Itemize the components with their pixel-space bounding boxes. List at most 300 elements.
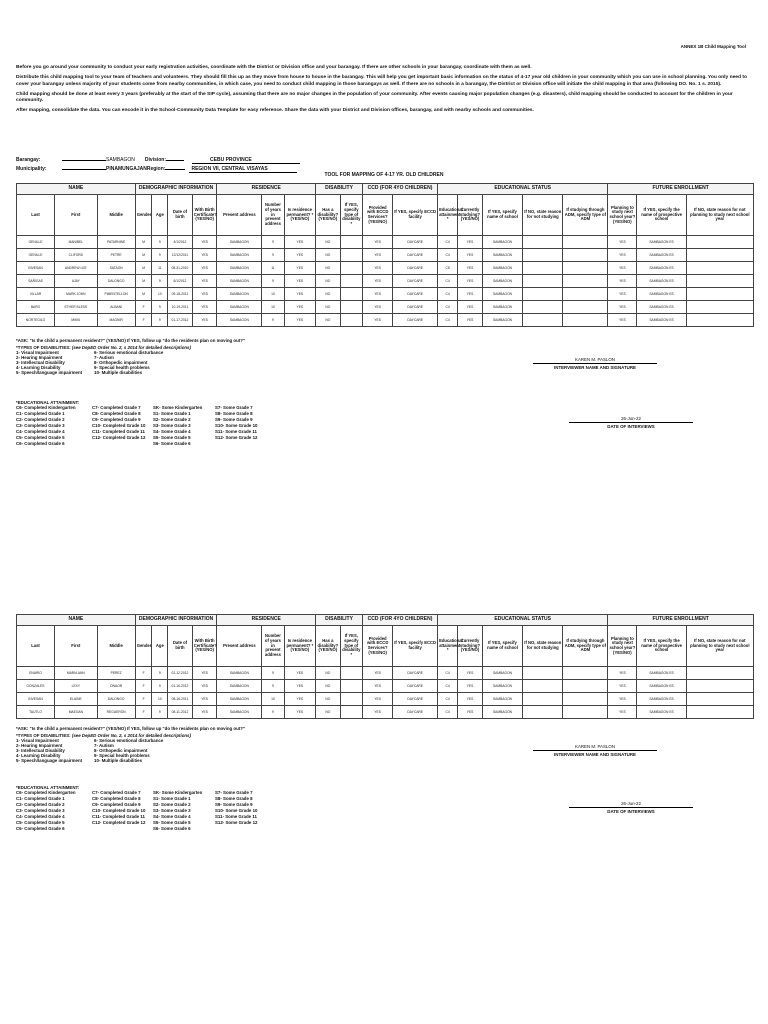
cell-last: INVESAN (17, 693, 55, 706)
table-row (17, 314, 754, 327)
cell-not-studying (523, 249, 563, 262)
cell-has-disability: NO (316, 706, 341, 719)
cell-no-reason (686, 301, 753, 314)
column-header-birth-cert: With Birth Certificate? (YES/NO) (192, 195, 217, 236)
cell-last: GENILLE (17, 249, 55, 262)
attainment-item: C11- Completed Grade 11 (92, 814, 145, 819)
cell-age: 9 (152, 706, 168, 719)
cell-address: SAMBAGON (217, 667, 262, 680)
attainment-item: C3- Completed Grade 3 (16, 423, 65, 428)
column-header-school-name: If YES, specify name of school (482, 626, 522, 667)
cell-studying: YES (458, 301, 483, 314)
attainment-item: C5- Completed Grade 5 (16, 435, 65, 440)
attainment-item: C8- Completed Grade 8 (92, 411, 141, 416)
cell-attainment: C5 (438, 262, 458, 275)
cell-studying: YES (458, 249, 483, 262)
cell-gender: F (135, 706, 152, 719)
group-name: NAME (17, 184, 136, 195)
group-educational: EDUCATIONAL STATUS (438, 615, 608, 626)
cell-middle: MAGNIR (97, 314, 135, 327)
group-disability: DISABILITY (316, 615, 363, 626)
date-label: DATE OF INTERVIEWS (569, 422, 693, 429)
column-header-permanent: Is residence permanent? * (YES/NO) (284, 626, 315, 667)
mapping-table-2 (16, 614, 754, 719)
table-row (17, 262, 754, 275)
cell-disability-type (340, 288, 362, 301)
attainment-item: C6- Completed Kindergarten (16, 790, 76, 795)
cell-ecd: YES (363, 693, 393, 706)
cell-years: 9 (262, 706, 284, 719)
attainment-item: C7- Completed Grade 7 (92, 405, 141, 410)
cell-permanent: YES (284, 262, 315, 275)
column-header-permanent: Is residence permanent? * (YES/NO) (284, 195, 315, 236)
disability-item: 2- Hearing Impairment (16, 355, 63, 360)
cell-studying: YES (458, 706, 483, 719)
cell-disability-type (340, 314, 362, 327)
cell-prospective: SAMBAGON ES (637, 249, 686, 262)
attainment-item: C3- Completed Grade 3 (16, 808, 65, 813)
attainment-item: SK- Some Kindergarten (153, 790, 203, 795)
disability-item: 4- Learning Disability (16, 753, 61, 758)
cell-ecd-facility: DAYCARE (393, 236, 438, 249)
column-header-dob: Date of birth (168, 195, 193, 236)
cell-dob: 10-19-2011 (168, 301, 193, 314)
cell-middle: PETRE (97, 249, 135, 262)
cell-planning: YES (608, 314, 637, 327)
cell-no-reason (686, 236, 753, 249)
disability-item: 7- Autism (94, 743, 114, 748)
disability-heading: *TYPES OF DISABILITIES: (16, 733, 71, 738)
municipality-blank (62, 164, 106, 170)
cell-adm (563, 249, 608, 262)
cell-disability-type (340, 301, 362, 314)
table-row (17, 288, 754, 301)
cell-middle: REGUERON (97, 706, 135, 719)
cell-not-studying (523, 236, 563, 249)
cell-last: TAUTLO (17, 706, 55, 719)
cell-prospective: SAMBAGON ES (637, 275, 686, 288)
cell-ecd-facility: DAYCARE (393, 288, 438, 301)
cell-school-name: SAMBAGON (482, 262, 522, 275)
instruction-paragraph: After mapping, consolidate the data. You can encode it in the School-Community Data Template for easy reference. Share the data with your District and Division offices, barangay, and with nearby schools and communities. (16, 108, 534, 114)
attainment-item: S11- Some Grade 11 (215, 429, 257, 434)
disability-item: 8- Orthopedic impairment (94, 360, 148, 365)
cell-permanent: YES (284, 275, 315, 288)
attainment-item: S6- Some Grade 6 (153, 826, 191, 831)
attainment-item: S4- Some Grade 4 (153, 429, 191, 434)
cell-birth-cert: YES (192, 667, 217, 680)
cell-years: 11 (262, 262, 284, 275)
cell-has-disability: NO (316, 249, 341, 262)
interview-date (569, 801, 693, 814)
cell-prospective: SAMBAGON ES (637, 314, 686, 327)
disability-item: 6- Serious emotional disturbance (94, 350, 164, 355)
column-header-prospective: If YES, specify the name of prospective school (637, 195, 686, 236)
attainment-item: S2- Some Grade 2 (153, 802, 191, 807)
column-header-disability-type: If YES, specify type of disability * (340, 626, 362, 667)
cell-ecd: YES (363, 275, 393, 288)
disability-item: 4- Learning Disability (16, 365, 61, 370)
attainment-item: S3- Some Grade 3 (153, 808, 191, 813)
cell-permanent: YES (284, 680, 315, 693)
cell-gender: M (135, 288, 152, 301)
cell-permanent: YES (284, 288, 315, 301)
column-header-adm: If studying through ADM, specify type of ADM (563, 195, 608, 236)
barangay-blank (62, 155, 106, 161)
cell-adm (563, 301, 608, 314)
cell-ecd-facility: DAYCARE (393, 275, 438, 288)
attainment-item: C8- Completed Grade 8 (92, 796, 141, 801)
cell-age: 10 (152, 288, 168, 301)
disability-heading: *TYPES OF DISABILITIES: (16, 345, 71, 350)
cell-first: ANDREW LEE (55, 262, 98, 275)
column-header-birth-cert: With Birth Certificate? (YES/NO) (192, 626, 217, 667)
column-header-age: Age (152, 195, 168, 236)
disability-legend (16, 345, 191, 375)
cell-gender: M (135, 275, 152, 288)
cell-school-name: SAMBAGON (482, 249, 522, 262)
cell-school-name: SAMBAGON (482, 236, 522, 249)
cell-birth-cert: YES (192, 262, 217, 275)
cell-adm (563, 706, 608, 719)
cell-studying: YES (458, 680, 483, 693)
cell-permanent: YES (284, 667, 315, 680)
group-disability: DISABILITY (316, 184, 363, 195)
cell-years: 10 (262, 288, 284, 301)
column-header-school-name: If YES, specify name of school (482, 195, 522, 236)
column-header-ecd: Provided with ECCD Services? (YES/NO) (363, 626, 393, 667)
attainment-item: C10- Completed Grade 10 (92, 808, 146, 813)
disability-item: 10- Multiple disabilities (94, 370, 143, 375)
cell-adm (563, 667, 608, 680)
disability-reference: (see DepED Order No. 2, s 2014 for detailed descriptions) (71, 733, 191, 738)
cell-adm (563, 314, 608, 327)
attainment-item: C5- Completed Grade 5 (16, 820, 65, 825)
cell-no-reason (686, 667, 753, 680)
date-label: DATE OF INTERVIEWS (569, 807, 693, 814)
cell-prospective: SAMBAGON ES (637, 288, 686, 301)
interviewer-label: INTERVIEWER NAME AND SIGNATURE (533, 363, 657, 370)
cell-prospective: SAMBAGON ES (637, 693, 686, 706)
cell-planning: YES (608, 262, 637, 275)
cell-attainment: C4 (438, 667, 458, 680)
column-header-row (17, 195, 754, 236)
cell-age: 11 (152, 262, 168, 275)
instruction-paragraph: Before you go around your community to conduct your early registration activities, coordinate with the District or Division office and your barangay. If there are other schools in your barangay, coordinate with them as well. (16, 65, 532, 70)
cell-ecd: YES (363, 301, 393, 314)
column-header-address: Present address (217, 626, 262, 667)
cell-last: GONZALES (17, 680, 55, 693)
cell-prospective: SAMBAGON ES (637, 236, 686, 249)
cell-ecd-facility: DAYCARE (393, 667, 438, 680)
date-value: 26-Jun-22 (621, 801, 641, 806)
cell-has-disability: NO (316, 301, 341, 314)
cell-years: 9 (262, 236, 284, 249)
cell-age: 9 (152, 275, 168, 288)
group-ccd: CCD (FOR 4YO CHILDREN) (363, 184, 438, 195)
cell-years: 9 (262, 314, 284, 327)
cell-school-name: SAMBAGON (482, 667, 522, 680)
cell-studying: YES (458, 262, 483, 275)
table-row (17, 249, 754, 262)
cell-planning: YES (608, 249, 637, 262)
cell-address: SAMBAGON (217, 236, 262, 249)
table-row (17, 706, 754, 719)
cell-ecd: YES (363, 314, 393, 327)
cell-studying: YES (458, 236, 483, 249)
cell-first: MARIA ANN (55, 667, 98, 680)
cell-gender: F (135, 667, 152, 680)
annex-label: ANNEX 1B Child Mapping Tool (680, 44, 746, 49)
column-header-planning: Planning to study next school year? (YES/NO) (608, 626, 637, 667)
cell-first: ETHER BLESS (55, 301, 98, 314)
cell-no-reason (686, 275, 753, 288)
cell-gender: M (135, 262, 152, 275)
cell-first: CLIFORD (55, 249, 98, 262)
column-header-adm: If studying through ADM, specify type of ADM (563, 626, 608, 667)
cell-disability-type (340, 262, 362, 275)
column-header-gender: Gender (135, 626, 152, 667)
cell-birth-cert: YES (192, 275, 217, 288)
cell-disability-type (340, 249, 362, 262)
cell-planning: YES (608, 667, 637, 680)
attainment-item: C6- Completed Grade 6 (16, 441, 65, 446)
column-header-address: Present address (217, 195, 262, 236)
attainment-item: S1- Some Grade 1 (153, 411, 191, 416)
cell-address: SAMBAGON (217, 693, 262, 706)
attainment-item: S7- Some Grade 7 (215, 790, 253, 795)
column-header-has-disability: Has a disability? (YES/NO) (316, 195, 341, 236)
instructions (16, 65, 758, 119)
cell-first: MANIBEL (55, 236, 98, 249)
table-2-body (17, 667, 754, 719)
table-row (17, 680, 754, 693)
column-header-years: Number of years in present address (262, 195, 284, 236)
column-header-prospective: If YES, specify the name of prospective school (637, 626, 686, 667)
cell-age: 9 (152, 667, 168, 680)
cell-dob: 6/1/2012 (168, 275, 193, 288)
interviewer-name: KAREN M. PASLON (575, 744, 615, 749)
cell-ecd: YES (363, 249, 393, 262)
attainment-item: S12- Some Grade 12 (215, 820, 258, 825)
cell-prospective: SAMBAGON ES (637, 301, 686, 314)
cell-permanent: YES (284, 249, 315, 262)
column-header-no-reason: If NO, state reason for not planning to study next school year (686, 626, 753, 667)
disability-item: 7- Autism (94, 355, 114, 360)
cell-dob: 4/1/2012 (168, 236, 193, 249)
cell-disability-type (340, 667, 362, 680)
disability-reference: (see DepED Order No. 2, s 2014 for detailed descriptions) (71, 345, 191, 350)
column-header-not-studying: If NO, state reason for not studying (523, 626, 563, 667)
attainment-item: C11- Completed Grade 11 (92, 429, 145, 434)
disability-item: 1- Visual Impairment (16, 738, 59, 743)
disability-list-2 (94, 350, 163, 375)
column-header-last: Last (17, 195, 55, 236)
cell-birth-cert: YES (192, 706, 217, 719)
cell-ecd-facility: DAYCARE (393, 249, 438, 262)
attainment-item: C2- Completed Grade 2 (16, 417, 65, 422)
cell-address: SAMBAGON (217, 249, 262, 262)
municipality-label: Municipality: (16, 166, 47, 172)
cell-dob: 12/12/2011 (168, 249, 193, 262)
cell-has-disability: NO (316, 314, 341, 327)
cell-ecd-facility: DAYCARE (393, 706, 438, 719)
cell-middle: PEREZ (97, 667, 135, 680)
cell-last: GENILLE (17, 236, 55, 249)
cell-attainment: C4 (438, 693, 458, 706)
attainment-item: C2- Completed Grade 2 (16, 802, 65, 807)
cell-birth-cert: YES (192, 314, 217, 327)
group-residence: RESIDENCE (217, 615, 316, 626)
disability-item: 2- Hearing Impairment (16, 743, 63, 748)
cell-address: SAMBAGON (217, 288, 262, 301)
cell-ecd-facility: DAYCARE (393, 680, 438, 693)
column-header-middle: Middle (97, 195, 135, 236)
attainment-item: S10- Some Grade 10 (215, 808, 258, 813)
column-header-first: First (55, 626, 98, 667)
cell-dob: 01-17-2012 (168, 314, 193, 327)
cell-adm (563, 693, 608, 706)
column-header-ecd-facility: If YES, specify ECCD facility (393, 626, 438, 667)
cell-middle: PIMENTELLON (97, 288, 135, 301)
cell-planning: YES (608, 275, 637, 288)
cell-middle: SATAON (97, 262, 135, 275)
attainment-item: C4- Completed Grade 4 (16, 429, 65, 434)
column-header-disability-type: If YES, specify type of disability * (340, 195, 362, 236)
group-educational: EDUCATIONAL STATUS (438, 184, 608, 195)
cell-last: VILLAR (17, 288, 55, 301)
column-header-attainment: Educational attainment * (438, 626, 458, 667)
cell-first: LEXY (55, 680, 98, 693)
disability-list-1 (16, 738, 94, 763)
cell-address: SAMBAGON (217, 275, 262, 288)
attainment-item: S5- Some Grade 5 (153, 820, 191, 825)
attainment-item (215, 826, 281, 832)
cell-ecd: YES (363, 288, 393, 301)
group-residence: RESIDENCE (217, 184, 316, 195)
cell-no-reason (686, 288, 753, 301)
cell-age: 9 (152, 680, 168, 693)
cell-birth-cert: YES (192, 680, 217, 693)
cell-middle: PATARNINE (97, 236, 135, 249)
attainment-item: S4- Some Grade 4 (153, 814, 191, 819)
cell-planning: YES (608, 693, 637, 706)
cell-not-studying (523, 693, 563, 706)
cell-address: SAMBAGON (217, 706, 262, 719)
instruction-paragraph: Child mapping should be done at least every 3 years (preferably at the start of the SIP cycle), assuming that there are no major changes in the population of your community. After events causing major population changes (e.g. disasters), child mapping should be conducted to account for the children in your community. (16, 91, 733, 104)
table-row (17, 693, 754, 706)
cell-last: SAÑIGAS (17, 275, 55, 288)
attainment-item: SK- Some Kindergarten (153, 405, 203, 410)
cell-birth-cert: YES (192, 693, 217, 706)
cell-school-name: SAMBAGON (482, 706, 522, 719)
cell-middle: DALONGO (97, 275, 135, 288)
column-header-attainment: Educational attainment * (438, 195, 458, 236)
cell-birth-cert: YES (192, 236, 217, 249)
disability-item: 3- Intellectual Disability (16, 360, 65, 365)
cell-ecd-facility: DAYCARE (393, 301, 438, 314)
cell-no-reason (686, 680, 753, 693)
cell-has-disability: NO (316, 693, 341, 706)
column-header-studying: Currently studying? (YES/NO) (458, 626, 483, 667)
cell-has-disability: NO (316, 680, 341, 693)
cell-prospective: SAMBAGON ES (637, 262, 686, 275)
cell-ecd-facility: DAYCARE (393, 314, 438, 327)
cell-studying: YES (458, 693, 483, 706)
cell-permanent: YES (284, 314, 315, 327)
cell-birth-cert: YES (192, 288, 217, 301)
cell-ecd-facility: DAYCARE (393, 693, 438, 706)
attainment-heading: *EDUCATIONAL ATTAINMENT: (16, 785, 80, 790)
cell-attainment: C4 (438, 706, 458, 719)
table-row (17, 301, 754, 314)
cell-has-disability: NO (316, 262, 341, 275)
attainment-item: S8- Some Grade 8 (215, 411, 253, 416)
cell-no-reason (686, 706, 753, 719)
column-header-first: First (55, 195, 98, 236)
cell-prospective: SAMBAGON ES (637, 667, 686, 680)
cell-age: 9 (152, 249, 168, 262)
attainment-item: S8- Some Grade 8 (215, 796, 253, 801)
column-header-studying: Currently studying? (YES/NO) (458, 195, 483, 236)
disability-item: 5- Speech/language impairment (16, 758, 83, 763)
interviewer-label: INTERVIEWER NAME AND SIGNATURE (533, 750, 657, 757)
cell-address: SAMBAGON (217, 680, 262, 693)
cell-gender: F (135, 314, 152, 327)
region-blank (165, 164, 185, 170)
attainment-item: C1- Completed Grade 1 (16, 411, 65, 416)
cell-first: AJAY (55, 275, 98, 288)
disability-item: 1- Visual Impairment (16, 350, 59, 355)
attainment-item: S5- Some Grade 5 (153, 435, 191, 440)
group-future: FUTURE ENROLLMENT (608, 615, 754, 626)
attainment-item: C12- Completed Grade 12 (92, 820, 146, 825)
attainment-item: C1- Completed Grade 1 (16, 796, 65, 801)
division-blank (166, 155, 184, 161)
cell-years: 10 (262, 301, 284, 314)
attainment-item: C9- Completed Grade 9 (92, 802, 141, 807)
cell-studying: YES (458, 667, 483, 680)
attainment-item: S12- Some Grade 12 (215, 435, 258, 440)
cell-years: 9 (262, 275, 284, 288)
location-info (16, 155, 300, 173)
cell-dob: 08-31-2010 (168, 262, 193, 275)
cell-gender: M (135, 236, 152, 249)
cell-age: 9 (152, 236, 168, 249)
group-demographic: DEMOGRAPHIC INFORMATION (135, 184, 217, 195)
cell-planning: YES (608, 236, 637, 249)
cell-no-reason (686, 693, 753, 706)
cell-not-studying (523, 301, 563, 314)
attainment-item: C10- Completed Grade 10 (92, 423, 146, 428)
cell-dob: 02-12-2012 (168, 667, 193, 680)
cell-school-name: SAMBAGON (482, 314, 522, 327)
cell-ecd: YES (363, 667, 393, 680)
cell-gender: F (135, 301, 152, 314)
cell-years: 9 (262, 680, 284, 693)
column-header-age: Age (152, 626, 168, 667)
column-header-gender: Gender (135, 195, 152, 236)
attainment-item: S3- Some Grade 3 (153, 423, 191, 428)
ask-note: *ASK: "Is the child a permanent resident?" (YES/NO) If YES, follow up "do the residents plan on moving out?" (16, 338, 246, 343)
cell-permanent: YES (284, 236, 315, 249)
disability-item: 9- Special health problems (94, 753, 150, 758)
cell-has-disability: NO (316, 275, 341, 288)
cell-first: MIKKI (55, 314, 98, 327)
cell-birth-cert: YES (192, 301, 217, 314)
attainment-item: C6- Completed Grade 6 (16, 826, 65, 831)
column-header-planning: Planning to study next school year? (YES/NO) (608, 195, 637, 236)
